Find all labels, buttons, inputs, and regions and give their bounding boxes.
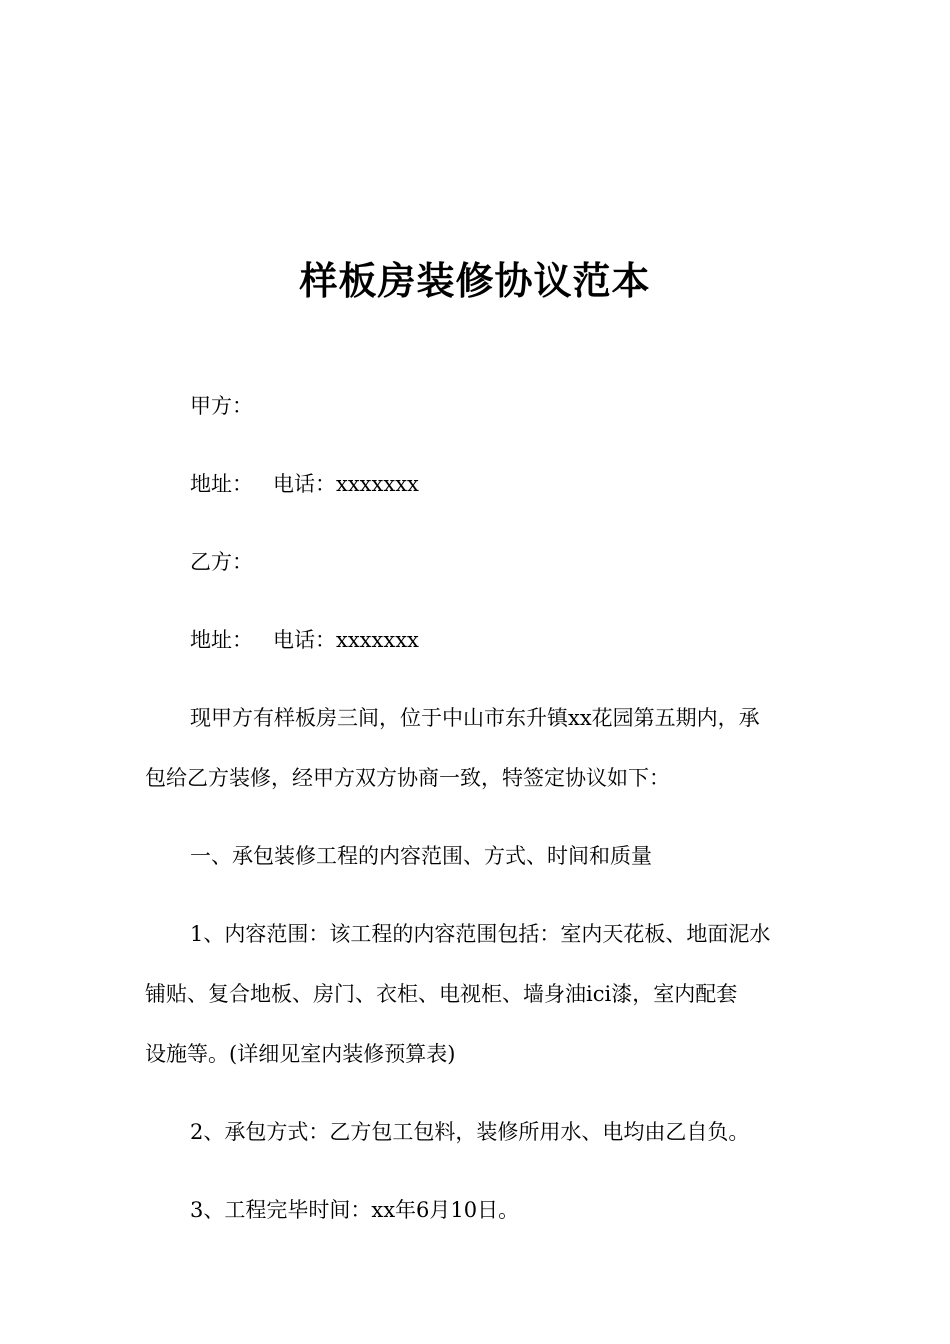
intro-paragraph-line-1: 现甲方有样板房三间，位于中山市东升镇xx花园第五期内，承 [190,706,760,730]
party-a-line [190,391,253,421]
party-b-contact-line [190,625,419,655]
party-a-contact-line [190,469,419,499]
item-2: 2、承包方式：乙方包工包料，装修所用水、电均由乙自负。 [190,1120,750,1144]
intro-paragraph-line-2: 包给乙方装修，经甲方双方协商一致，特签定协议如下： [145,766,670,790]
party-a-address-label: 地址： [190,472,253,496]
document-title: 样板房装修协议范本 [299,259,651,303]
party-b-phone: 电话：xxxxxxx [273,628,419,652]
item-1-line-1: 1、内容范围：该工程的内容范围包括：室内天花板、地面泥水 [190,922,771,946]
party-b-label: 乙方： [190,550,253,574]
item-3: 3、工程完毕时间：xx年6月10日。 [190,1198,520,1222]
party-b-address-label: 地址： [190,628,253,652]
section-1-heading: 一、承包装修工程的内容范围、方式、时间和质量 [190,844,652,868]
party-a-label: 甲方： [190,394,253,418]
item-1-line-2: 铺贴、复合地板、房门、衣柜、电视柜、墙身油ici漆，室内配套 [145,982,738,1006]
item-1-line-3: 设施等。(详细见室内装修预算表) [145,1042,456,1066]
party-a-phone: 电话：xxxxxxx [273,472,419,496]
party-b-line [190,547,253,577]
